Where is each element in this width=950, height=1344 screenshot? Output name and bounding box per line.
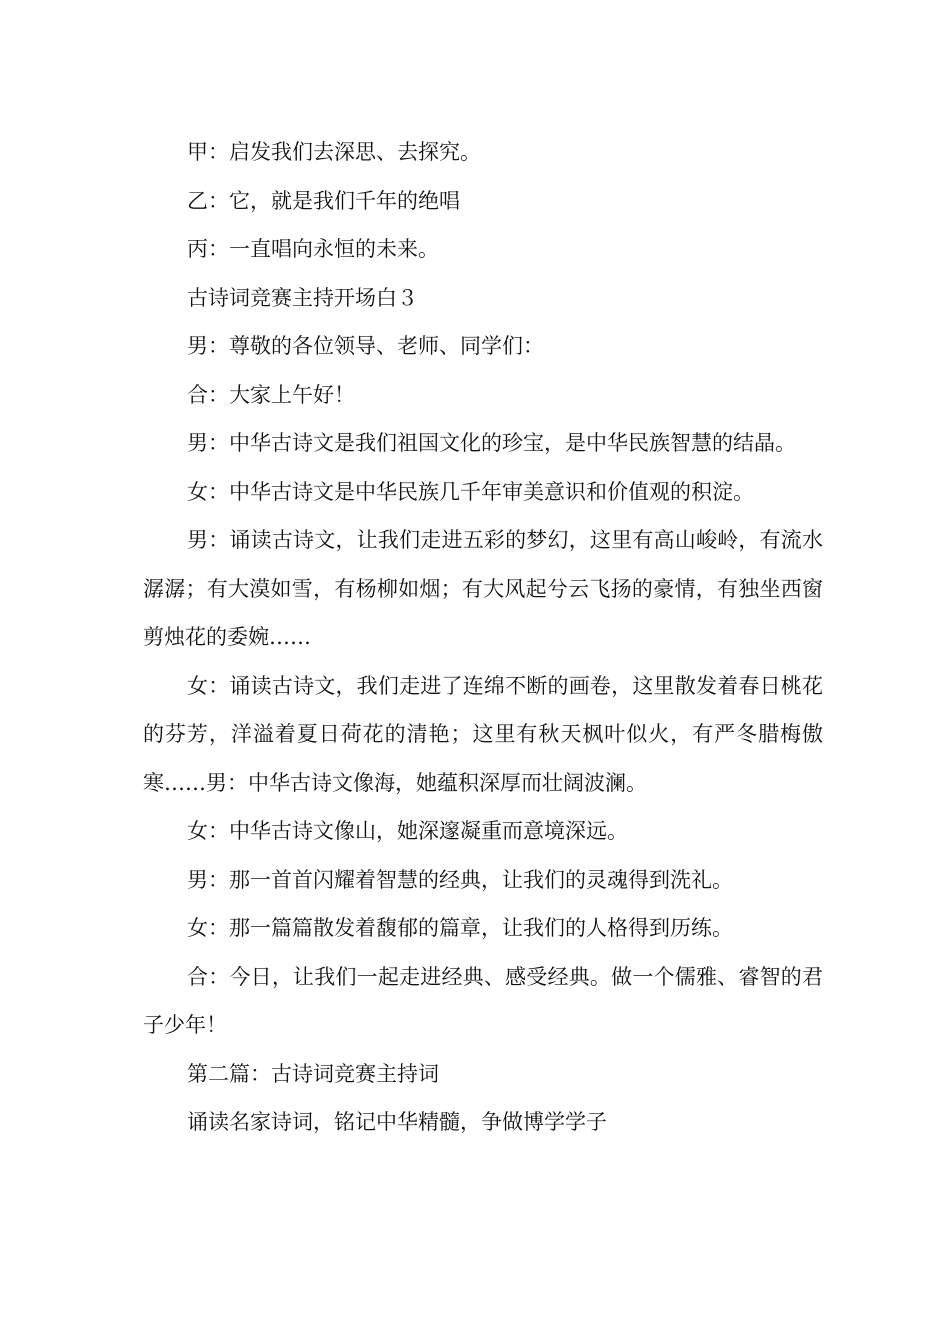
paragraph: 男：尊敬的各位领导、老师、同学们： bbox=[187, 334, 544, 358]
paragraph: 女：诵读古诗文，我们走进了连绵不断的画卷，这里散发着春日桃花的芬芳，洋溢着夏日荷花的清艳；这里有秋天枫叶似火，有严冬腊梅傲寒……男：中华古诗文像海，她蕴积深厚而壮阔波澜。 bbox=[143, 673, 823, 795]
paragraph: 诵读名家诗词，铭记中华精髓，争做博学学子 bbox=[187, 1110, 607, 1134]
paragraph: 男：中华古诗文是我们祖国文化的珍宝，是中华民族智慧的结晶。 bbox=[187, 431, 796, 455]
paragraph: 合：今日，让我们一起走进经典、感受经典。做一个儒雅、睿智的君子少年！ bbox=[143, 964, 823, 1037]
paragraph: 女：中华古诗文是中华民族几千年审美意识和价值观的积淀。 bbox=[187, 479, 754, 504]
paragraph: 丙：一直唱向永恒的未来。 bbox=[187, 237, 439, 261]
section-heading: 第二篇：古诗词竞赛主持词 bbox=[187, 1061, 439, 1086]
paragraph: 乙：它，就是我们千年的绝唱 bbox=[187, 188, 460, 213]
paragraph: 女：中华古诗文像山，她深邃凝重而意境深远。 bbox=[187, 819, 628, 843]
section-heading: 古诗词竞赛主持开场白３ bbox=[187, 285, 418, 310]
paragraph: 甲：启发我们去深思、去探究。 bbox=[187, 140, 481, 164]
document-body bbox=[143, 128, 823, 1147]
paragraph: 合：大家上午好！ bbox=[187, 382, 355, 407]
paragraph: 女：那一篇篇散发着馥郁的篇章，让我们的人格得到历练。 bbox=[187, 916, 733, 940]
paragraph: 男：那一首首闪耀着智慧的经典，让我们的灵魂得到洗礼。 bbox=[187, 867, 733, 892]
paragraph: 男：诵读古诗文，让我们走进五彩的梦幻，这里有高山峻岭，有流水潺潺；有大漠如雪，有杨柳如烟；有大风起兮云飞扬的豪情，有独坐西窗剪烛花的委婉…… bbox=[143, 528, 823, 649]
